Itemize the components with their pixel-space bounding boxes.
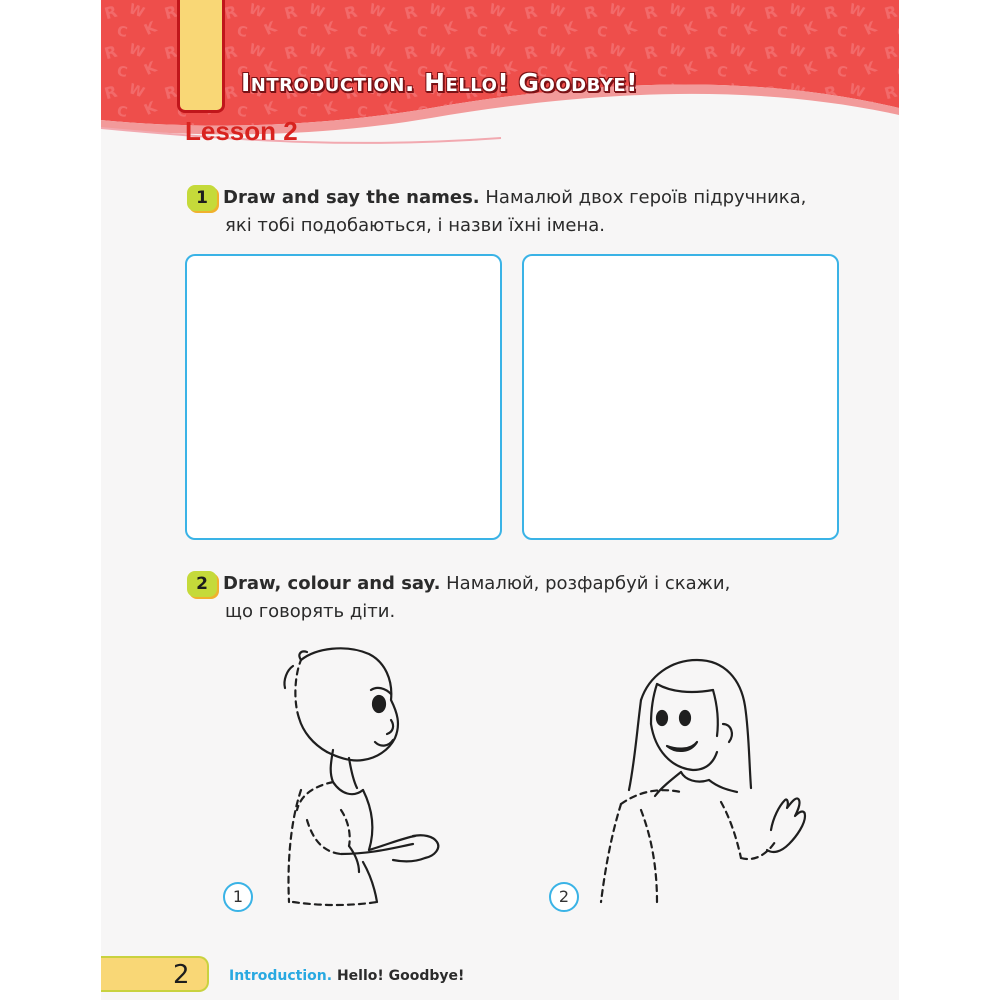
bookmark-tab: [177, 0, 225, 113]
drawing-box-left[interactable]: [185, 254, 502, 540]
task-1-instructions: [187, 184, 847, 240]
figure-label-boy: 1: [223, 882, 253, 912]
girl-illustration: [601, 660, 805, 902]
footer-section: Introduction.: [229, 968, 333, 984]
task-2-instructions: [187, 570, 847, 626]
task-2-bold-text: Draw, colour and say.: [223, 573, 441, 594]
children-line-art: [101, 640, 899, 920]
lesson-heading: Lesson 2: [185, 116, 298, 146]
drawing-box-right[interactable]: [522, 254, 839, 540]
task-1-text-line1: Намалюй двох героїв підручника,: [479, 187, 807, 208]
task-1-number: 1: [187, 185, 217, 211]
boy-illustration: [284, 648, 438, 905]
figure-label-girl: 2: [549, 882, 579, 912]
workbook-page: [101, 0, 899, 1000]
footer-subtitle: Hello! Goodbye!: [332, 968, 465, 984]
footer-title: [229, 968, 464, 984]
unit-title: Introduction. Hello! Goodbye!: [241, 68, 639, 97]
task-1-text-line2: які тобі подобаються, і назви їхні імена.: [225, 215, 605, 236]
task-2-text-line2: що говорять діти.: [225, 601, 396, 622]
task-2-number: 2: [187, 571, 217, 597]
footer-page-tab: [101, 956, 209, 992]
task-2-text-line1: Намалюй, розфарбуй і скажи,: [440, 573, 731, 594]
page-number: 2: [173, 960, 190, 990]
task-1-bold-text: Draw and say the names.: [223, 187, 480, 208]
